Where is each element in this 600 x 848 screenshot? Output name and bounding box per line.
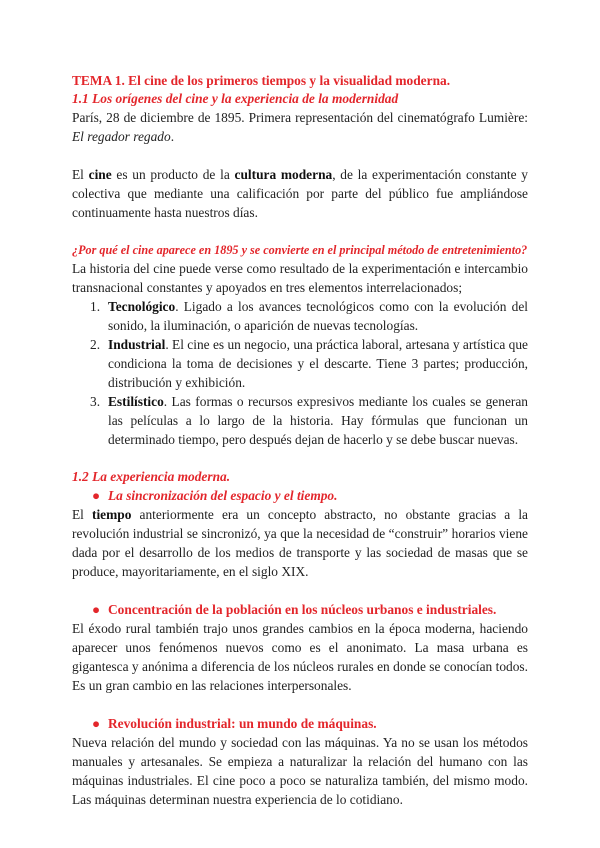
bullet-heading-sincronizacion: ● La sincronización del espacio y el tiempo. xyxy=(92,488,338,503)
term-industrial: Industrial xyxy=(108,337,166,352)
term-tiempo: tiempo xyxy=(92,507,132,522)
term-tecnologico: Tecnológico xyxy=(108,299,176,314)
bullet-icon: ● xyxy=(92,716,101,731)
term-cultura-moderna: cultura moderna xyxy=(234,167,333,182)
film-title: El regador regado xyxy=(72,129,171,144)
cine-paragraph: El cine es un producto de la cultura moderna, de la experimentación constante y colectiva que mediante una calificación por parte del público fue ampliándose continuamente hasta nuestros días. xyxy=(72,167,528,220)
intro-text: París, 28 de diciembre de 1895. Primera representación del cinematógrafo Lumière: xyxy=(72,110,528,125)
bullet-heading-revolucion: ● Revolución industrial: un mundo de máquinas. xyxy=(92,716,377,731)
intro-paragraph: París, 28 de diciembre de 1895. Primera representación del cinematógrafo Lumière: El regador regado. xyxy=(72,110,528,144)
bullet-heading-concentracion: ● Concentración de la población en los núcleos urbanos e industriales. xyxy=(92,602,497,617)
question-intro: La historia del cine puede verse como resultado de la experimentación e intercambio transnacional constantes y apoyados en tres elementos interrelacionados; xyxy=(72,261,528,295)
list-item: 1. Tecnológico. Ligado a los avances tecnológicos como con la evolución del sonido, la iluminación, o aparición de nuevas tecnologías. xyxy=(90,299,528,333)
question-heading: ¿Por qué el cine aparece en 1895 y se convierte en el principal método de entretenimiento? xyxy=(72,243,528,257)
document-body xyxy=(72,72,528,809)
bullet-icon: ● xyxy=(92,488,101,503)
tiempo-paragraph: El tiempo anteriormente era un concepto abstracto, no obstante gracias a la revolución industrial se sincronizó, ya que la necesidad de “construir” horarios viene dada por el desarrollo de los medios de transporte y las sociedad de masas que se produce, mayoritariamente, en el siglo XIX. xyxy=(72,507,528,579)
section-heading-1-2: 1.2 La experiencia moderna. xyxy=(72,469,231,484)
term-estilistico: Estilístico xyxy=(108,394,164,409)
list-item: 2. Industrial. El cine es un negocio, una práctica laboral, artesana y artística que condiciona la toma de decisiones y el descarte. Tiene 3 partes; producción, distribución y exhibición. xyxy=(90,337,528,390)
bullet-icon: ● xyxy=(92,602,101,617)
maquinas-paragraph: Nueva relación del mundo y sociedad con las máquinas. Ya no se usan los métodos manuales y artesanales. Se empieza a naturalizar la relación del humano con las máquinas industriales. El cine poco a poco se naturaliza también, del mismo modo. Las máquinas determinan nuestra experiencia de lo cotidiano. xyxy=(72,735,528,807)
exodo-paragraph: El éxodo rural también trajo unos grandes cambios en la época moderna, haciendo aparecer unos fenómenos nuevos como es el anonimato. La masa urbana es gigantesca y anónima a diferencia de los núcleos rurales en donde se conocían todos. Es un gran cambio en las relaciones interpersonales. xyxy=(72,621,528,693)
elements-list xyxy=(72,297,528,449)
section-heading-1-1: 1.1 Los orígenes del cine y la experiencia de la modernidad xyxy=(72,91,399,106)
list-item: 3. Estilístico. Las formas o recursos expresivos mediante los cuales se generan las películas a lo largo de la historia. Hay fórmulas que funcionan un determinado tiempo, pero después dejan de hacerlo y se debe buscar nuevas. xyxy=(90,394,528,447)
term-cine: cine xyxy=(88,167,112,182)
chapter-title: TEMA 1. El cine de los primeros tiempos y la visualidad moderna. xyxy=(72,73,451,88)
